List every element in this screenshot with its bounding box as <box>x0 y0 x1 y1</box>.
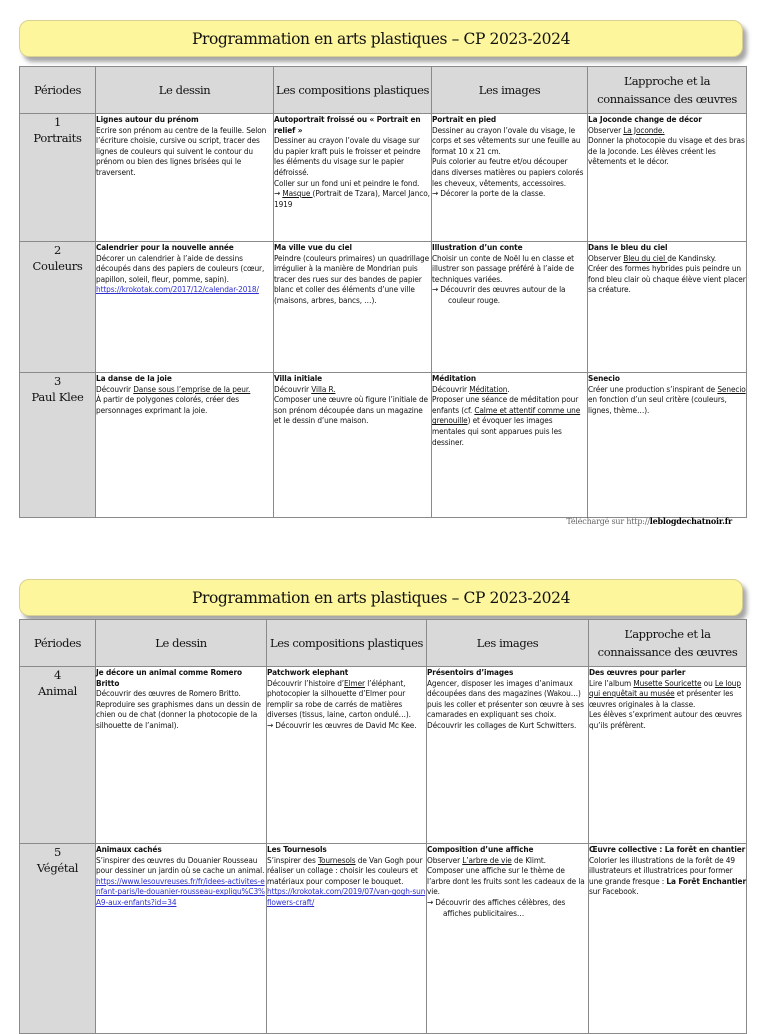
page-title-banner <box>19 20 743 57</box>
observe-label: Observer <box>588 124 624 135</box>
text-part: Proposer une séance de méditation pour enfants (cf. <box>432 394 579 415</box>
header-images: Les images <box>427 620 589 667</box>
text-part: Lire l’album <box>589 677 634 688</box>
period-cell <box>20 373 96 518</box>
activity-text: Créer des formes hybrides puis peindre un fond bleu clair où chaque élève vient placer sa créature. <box>588 263 746 295</box>
activity-text: → Découvrir des affiches célèbres, des affiches publicitaires… <box>427 896 566 918</box>
period-number: 4 <box>53 668 62 682</box>
observe-label: Découvrir <box>96 383 134 394</box>
text-part: ou <box>701 677 715 688</box>
activity-title: Portrait en pied <box>432 114 497 124</box>
activity-text <box>589 855 746 897</box>
activity-text <box>589 678 746 710</box>
header-compositions: Les compositions plastiques <box>267 620 427 667</box>
table-header-row <box>20 620 747 667</box>
activity-text: Peindre (couleurs primaires) un quadrillage irrégulier à la manière de Mondrian puis tracer des rues sur des bandes de papier blanc et coller des éléments d’une ville (maisons, arbres, bancs, …). <box>274 252 430 305</box>
activity-text: À partir de polygones colorés, créer des personnages exprimant la joie. <box>96 394 239 415</box>
activity-text: Puis colorier au feutre et/ou découper dans diverses matières ou papiers colorés les cheveux, vêtements, accessoires. <box>432 156 584 188</box>
activity-text: Agencer, disposer les images d’animaux découpées dans des magazines (Wakou…) puis les coller et présenter son œuvre à ses camarades en expliquant ses choix. Découvrir les collages de Kurt Schwitters. <box>427 677 584 730</box>
text-part: l’éléphant, photocopier la silhouette d’Elmer pour remplir sa robe de carrés de matières diverses (tissus, laine, carton ondulé…). <box>267 677 411 720</box>
text-part: S’inspirer des <box>267 854 318 865</box>
approche-cell <box>589 667 747 844</box>
artwork-link[interactable]: Danse sous l’emprise de la peur. <box>133 383 251 394</box>
activity-text: Composer une affiche sur le thème de l’arbre dont les fruits sont les cadeaux de la vie. <box>427 865 585 897</box>
artwork-link[interactable]: La Joconde. <box>623 124 665 135</box>
artwork-link[interactable]: L’arbre de vie <box>462 854 512 865</box>
period-cell <box>20 242 96 373</box>
dessin-cell <box>96 114 274 242</box>
compositions-cell <box>267 844 427 1034</box>
period-number: 5 <box>53 845 62 859</box>
activity-text: Composer une œuvre où figure l’initiale de son prénom découpée dans un magazine et le dessin d’une maison. <box>274 394 428 426</box>
observe-label: Observer <box>427 854 463 865</box>
activity-text <box>432 394 587 447</box>
resource-link[interactable]: Calme et attentif comme une grenouille <box>432 404 581 426</box>
activity-text: Coller sur un fond uni et peindre le fond. <box>274 177 420 188</box>
activity-text: Donner la photocopie du visage et des bras de la Joconde. Les élèves créent les vêtements et le décor. <box>588 135 745 167</box>
activity-text: Décorer un calendrier à l’aide de dessins découpés dans des papiers de couleurs (cœur, papillon, soleil, fleur, pomme, sapin). <box>96 252 265 284</box>
approche-cell <box>588 242 747 373</box>
page-title-banner <box>19 579 743 616</box>
table-row <box>20 667 747 844</box>
header-approche: L’approche et la connaissance des œuvres <box>588 67 747 114</box>
activity-text: → Découvrir les œuvres de David Mc Kee. <box>267 719 417 730</box>
header-periodes: Périodes <box>20 620 96 667</box>
activity-text: → Découvrir des œuvres autour de la couleur rouge. <box>432 284 566 305</box>
activity-text: Découvrir des œuvres de Romero Britto. <box>96 688 241 699</box>
images-cell <box>432 242 588 373</box>
period-cell <box>20 844 96 1034</box>
period-name: Végétal <box>36 861 79 875</box>
page-title: Programmation en arts plastiques – CP 2023-2024 <box>191 588 571 607</box>
table-row <box>20 114 747 242</box>
period-name: Paul Klee <box>31 390 84 404</box>
text-part: Colorier les illustrations de la forêt de 49 illustrateurs et illustratrices pour former une grande fresque : <box>589 854 735 886</box>
download-credit <box>566 516 732 526</box>
activity-text: → Décorer la porte de la classe. <box>432 188 546 199</box>
text-part: sur Facebook. <box>589 886 639 897</box>
period-cell <box>20 114 96 242</box>
punctuation: . <box>507 383 510 394</box>
text-part: Découvrir l’histoire d’ <box>267 677 345 688</box>
observe-line <box>274 384 431 395</box>
activity-title: Villa initiale <box>274 373 323 383</box>
compositions-cell <box>274 114 432 242</box>
resource-link[interactable]: https://krokotak.com/2017/12/calendar-2018/ <box>96 284 259 295</box>
activity-title: Dans le bleu du ciel <box>588 242 668 252</box>
text-part: et présenter les œuvres originales à la classe. <box>589 688 734 709</box>
header-periodes: Périodes <box>20 67 96 114</box>
artwork-link[interactable]: Bleu du ciel <box>623 252 668 263</box>
text-part: ) et évoquer les images mentales qui sont apparues puis les dessiner. <box>432 415 562 447</box>
compositions-cell <box>267 667 427 844</box>
observe-line <box>432 384 587 395</box>
table-row <box>20 373 747 518</box>
compositions-cell <box>274 373 432 518</box>
activity-title: Des œuvres pour parler <box>589 667 686 677</box>
activity-title: Illustration d’un conte <box>432 242 523 252</box>
activity-title: La danse de la joie <box>96 373 172 383</box>
activity-text: Les élèves s’expriment autour des œuvres qu’ils préfèrent. <box>589 709 742 730</box>
table-header-row <box>20 67 747 114</box>
images-cell <box>432 373 588 518</box>
observe-label: Découvrir <box>432 383 470 394</box>
period-name: Portraits <box>33 131 82 145</box>
activity-title: Présentoirs d’images <box>427 667 514 677</box>
dessin-cell <box>96 373 274 518</box>
activity-title: Patchwork elephant <box>267 667 349 677</box>
book-link[interactable]: Musette Souricette <box>633 677 702 688</box>
activity-text: S’inspirer des œuvres du Douanier Rousseau pour dessiner un jardin où se cache un animal. <box>96 854 265 876</box>
activity-text: Dessiner au crayon l’ovale du visage sur du papier kraft puis le froisser et peindre les éléments du visage sur le papier défroissé. <box>274 135 421 177</box>
artwork-link[interactable]: Elmer <box>344 677 365 688</box>
activity-title: Senecio <box>588 373 620 383</box>
arrow-icon: → <box>274 188 283 199</box>
programme-table <box>19 66 747 518</box>
activity-title: Lignes autour du prénom <box>96 114 199 124</box>
dessin-cell <box>96 844 267 1034</box>
activity-title: Œuvre collective : La forêt en chantier <box>589 844 746 854</box>
observe-line <box>427 855 588 866</box>
images-cell <box>427 667 589 844</box>
header-compositions: Les compositions plastiques <box>274 67 432 114</box>
activity-title: Animaux cachés <box>96 844 162 854</box>
resource-link[interactable]: https://krokotak.com/2019/07/van-gogh-sunflowers-craft/ <box>267 886 426 907</box>
text-part: en fonction d’un seul critère (couleurs, lignes, thème…). <box>588 394 727 415</box>
book-link[interactable]: Le loup qui enquêtait au musée <box>589 677 741 699</box>
artwork-link[interactable]: Masque <box>282 188 313 199</box>
dessin-cell <box>96 667 267 844</box>
period-number: 2 <box>53 243 62 257</box>
activity-title: Composition d’une affiche <box>427 844 534 854</box>
images-cell <box>432 114 588 242</box>
artist-name: de Kandinsky. <box>667 252 717 263</box>
header-approche: L’approche et la connaissance des œuvres <box>589 620 747 667</box>
artwork-link[interactable]: Méditation <box>469 383 508 394</box>
compositions-cell <box>274 242 432 373</box>
page-title: Programmation en arts plastiques – CP 2023-2024 <box>191 29 571 48</box>
period-name: Couleurs <box>32 259 83 273</box>
artwork-link[interactable]: Senecio <box>717 383 746 394</box>
activity-title: Ma ville vue du ciel <box>274 242 352 252</box>
artwork-credit: (Portrait de Tzara), Marcel Janco, 1919 <box>274 188 430 209</box>
observe-line <box>96 384 273 395</box>
header-images: Les images <box>432 67 588 114</box>
observe-label: Observer <box>588 252 624 263</box>
project-name: La Forêt Enchantier <box>666 875 746 886</box>
observe-label: Découvrir <box>274 383 312 394</box>
dessin-cell <box>96 242 274 373</box>
activity-text <box>588 384 746 416</box>
approche-cell <box>589 844 747 1034</box>
artist-name: de Klimt. <box>511 854 546 865</box>
activity-text: Reproduire ses graphismes dans un dessin de chien ou de chat (donner la photocopie de la silhouette de l’animal). <box>96 698 261 730</box>
resource-link[interactable]: https://www.lesouvreuses.fr/fr/idees-activites-enfant-paris/le-douanier-rousseau-expliqu%C3%A9-aux-enfants?id=34 <box>96 875 265 907</box>
activity-title: Les Tournesols <box>267 844 327 854</box>
header-dessin: Le dessin <box>96 620 267 667</box>
credit-site-link[interactable]: leblogdechatnoir.fr <box>649 516 732 526</box>
activity-title: Méditation <box>432 373 476 383</box>
activity-title: Calendrier pour la nouvelle année <box>96 242 234 252</box>
period-number: 1 <box>53 115 62 129</box>
header-dessin: Le dessin <box>96 67 274 114</box>
table-row <box>20 242 747 373</box>
artwork-link[interactable]: Villa R. <box>311 383 336 394</box>
activity-text: Dessiner au crayon l’ovale du visage, le corps et ses vêtements sur une feuille au format 10 x 21 cm. <box>432 124 581 156</box>
activity-title: La Joconde change de décor <box>588 114 702 124</box>
observe-line <box>588 253 746 264</box>
period-name: Animal <box>37 684 78 698</box>
text-part: Créer une production s’inspirant de <box>588 383 718 394</box>
activity-text: Choisir un conte de Noël lu en classe et illustrer son passage préféré à l’aide de techniques variées. <box>432 252 574 284</box>
text-part: de Van Gogh pour réaliser un collage : choisir les couleurs et matériaux pour composer le bouquet. <box>267 854 423 886</box>
observe-line <box>588 125 746 136</box>
activity-title: Je décore un animal comme Romero Britto <box>96 667 242 688</box>
activity-text <box>267 855 426 887</box>
approche-cell <box>588 114 747 242</box>
period-cell <box>20 667 96 844</box>
artwork-link[interactable]: Tournesols <box>317 854 356 865</box>
credit-prefix: Téléchargé sur http:// <box>566 517 650 526</box>
programme-table <box>19 619 747 1034</box>
approche-cell <box>588 373 747 518</box>
table-row <box>20 844 747 1034</box>
activity-title: Autoportrait froissé ou « Portrait en relief » <box>274 114 421 135</box>
activity-text: Ecrire son prénom au centre de la feuille. Selon l’écriture choisie, cursive ou script, tracer des lignes de couleurs qui suivent le contour du prénom ou bien des lignes brisées qui le traversent. <box>96 124 267 177</box>
period-number: 3 <box>53 374 62 388</box>
images-cell <box>427 844 589 1034</box>
artwork-reference <box>274 188 431 209</box>
activity-text <box>267 678 426 720</box>
